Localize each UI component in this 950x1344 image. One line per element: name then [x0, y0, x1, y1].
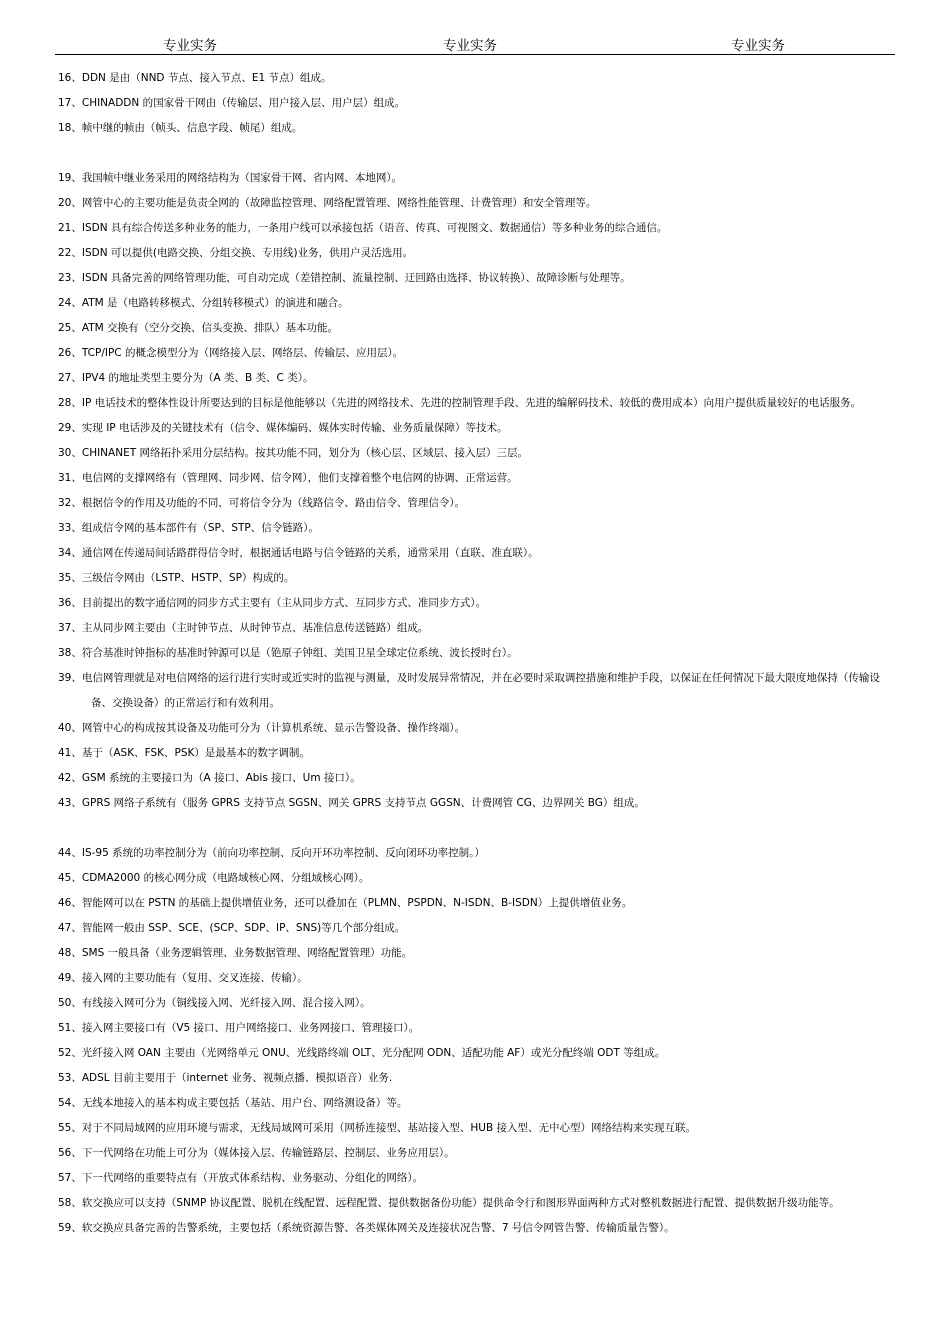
header-left-title: 专业实务: [163, 38, 217, 54]
list-item: 46、智能网可以在 PSTN 的基础上提供增值业务，还可以叠加在（PLMN、PSPDN、N-ISDN、B-ISDN）上提供增值业务。: [58, 897, 633, 909]
list-item: 44、IS-95 系统的功率控制分为（前向功率控制、反向开环功率控制、反向闭环功率控制。）: [58, 847, 485, 859]
list-item: 55、对于不同局域网的应用环境与需求，无线局域网可采用（网桥连接型、基站接入型、HUB 接入型、无中心型）网络结构来实现互联。: [58, 1122, 696, 1134]
list-item: 20、网管中心的主要功能是负责全网的（故障监控管理、网络配置管理、网络性能管理、计费管理）和安全管理等。: [58, 197, 597, 209]
question-group-1: [58, 66, 894, 141]
list-item: 36、目前提出的数字通信网的同步方式主要有（主从同步方式、互同步方式、准同步方式）。: [58, 597, 487, 609]
list-item: 56、下一代网络在功能上可分为（媒体接入层、传输链路层、控制层、业务应用层）。: [58, 1147, 455, 1159]
list-item: 26、TCP/IPC 的概念模型分为（网络接入层、网络层、传输层、应用层）。: [58, 347, 404, 359]
list-item: 22、ISDN 可以提供(电路交换、分组交换、专用线)业务，供用户灵活选用。: [58, 247, 414, 259]
header-right-title: 专业实务: [731, 38, 785, 54]
list-item: 34、通信网在传递局间话路群得信令时，根据通话电路与信令链路的关系，通常采用（直联、准直联）。: [58, 547, 539, 559]
list-item: 30、CHINANET 网络拓扑采用分层结构。按其功能不同，划分为（核心层、区域层、接入层）三层。: [58, 447, 528, 459]
blank-line: [58, 141, 894, 166]
list-item: 39、电信网管理就是对电信网络的运行进行实时或近实时的监视与测量，及时发展异常情况，并在必要时采取调控措施和维护手段，以保证在任何情况下最大限度地保持（传输设备、交换设备）的正常运行和有效利用。: [58, 672, 880, 709]
list-item: 50、有线接入网可分为（铜线接入网、光纤接入网、混合接入网）。: [58, 997, 371, 1009]
list-item: 51、接入网主要接口有（V5 接口、用户网络接口、业务网接口、管理接口）。: [58, 1022, 420, 1034]
list-item: 43、GPRS 网络子系统有（服务 GPRS 支持节点 SGSN、网关 GPRS 支持节点 GGSN、计费网管 CG、边界网关 BG）组成。: [58, 797, 645, 809]
list-item: 54、无线本地接入的基本构成主要包括（基站、用户台、网络测设备）等。: [58, 1097, 408, 1109]
list-item: 19、我国帧中继业务采用的网络结构为（国家骨干网、省内网、本地网）。: [58, 172, 403, 184]
list-item: 32、根据信令的作用及功能的不同，可将信令分为（线路信令、路由信令、管理信令）。: [58, 497, 466, 509]
list-item: 18、帧中继的帧由（帧头、信息字段、帧尾）组成。: [58, 122, 303, 134]
list-item: 38、符合基准时钟指标的基准时钟源可以是（铯原子钟组、美国卫星全球定位系统、波长授时台）。: [58, 647, 518, 659]
header-center-title: 专业实务: [443, 38, 497, 54]
list-item: 48、SMS 一般具备（业务逻辑管理、业务数据管理、网络配置管理）功能。: [58, 947, 413, 959]
list-item: 41、基于（ASK、FSK、PSK）是最基本的数字调制。: [58, 747, 310, 759]
list-item: 53、ADSL 目前主要用于（internet 业务、视频点播、模拟语音）业务.: [58, 1072, 393, 1084]
list-item: 49、接入网的主要功能有（复用、交叉连接、传输）。: [58, 972, 308, 984]
list-item: 23、ISDN 具备完善的网络管理功能，可自动完成（差错控制、流量控制、迂回路由选择、协议转换）、故障诊断与处理等。: [58, 272, 631, 284]
page-header: [55, 32, 895, 55]
list-item: 27、IPV4 的地址类型主要分为（A 类、B 类、C 类）。: [58, 372, 314, 384]
list-item: 24、ATM 是（电路转移模式、分组转移模式）的演进和融合。: [58, 297, 349, 309]
list-item: 31、电信网的支撑网络有（管理网、同步网、信令网），他们支撑着整个电信网的协调、正常运营。: [58, 472, 518, 484]
list-item: 47、智能网一般由 SSP、SCE、(SCP、SDP、IP、SNS)等几个部分组成。: [58, 922, 406, 934]
list-item: 33、组成信令网的基本部件有（SP、STP、信令链路）。: [58, 522, 320, 534]
list-item: 37、主从同步网主要由（主时钟节点、从时钟节点、基准信息传送链路）组成。: [58, 622, 429, 634]
list-item: 29、实现 IP 电话涉及的关键技术有（信令、媒体编码、媒体实时传输、业务质量保障）等技术。: [58, 422, 508, 434]
list-item: 45、CDMA2000 的核心网分成（电路域核心网、分组域核心网）。: [58, 872, 370, 884]
list-item: 42、GSM 系统的主要接口为（A 接口、Abis 接口、Um 接口）。: [58, 772, 361, 784]
question-group-3: [58, 841, 894, 1241]
list-item: 40、网管中心的构成按其设备及功能可分为（计算机系统、显示告警设备、操作终端）。: [58, 722, 466, 734]
list-item: 28、IP 电话技术的整体性设计所要达到的目标是他能够以（先进的网络技术、先进的控制管理手段、先进的编解码技术、较低的费用成本）向用户提供质量较好的电话服务。: [58, 397, 862, 409]
blank-line: [58, 816, 894, 841]
list-item: 58、软交换应可以支持（SNMP 协议配置、脱机在线配置、远程配置、提供数据备份功能）提供命令行和图形界面两种方式对整机数据进行配置、提供数据升级功能等。: [58, 1197, 840, 1209]
list-item: 21、ISDN 具有综合传送多种业务的能力，一条用户线可以承接包括（语音、传真、可视图文、数据通信）等多种业务的综合通信。: [58, 222, 668, 234]
question-group-2: [58, 166, 894, 816]
list-item: 59、软交换应具备完善的告警系统，主要包括（系统资源告警、各类媒体网关及连接状况告警、7 号信令网管告警、传输质量告警）。: [58, 1222, 675, 1234]
list-item: 35、三级信令网由（LSTP、HSTP、SP）构成的。: [58, 572, 295, 584]
list-item: 25、ATM 交换有（空分交换、信头变换、排队）基本功能。: [58, 322, 339, 334]
document-body: [58, 66, 894, 1241]
list-item: 16、DDN 是由（NND 节点、接入节点、E1 节点）组成。: [58, 72, 332, 84]
list-item: 17、CHINADDN 的国家骨干网由（传输层、用户接入层、用户层）组成。: [58, 97, 406, 109]
list-item: 57、下一代网络的重要特点有（开放式体系结构、业务驱动、分组化的网络）。: [58, 1172, 424, 1184]
list-item: 52、光纤接入网 OAN 主要由（光网络单元 ONU、光线路终端 OLT、光分配网 ODN、适配功能 AF）或光分配终端 ODT 等组成。: [58, 1047, 666, 1059]
